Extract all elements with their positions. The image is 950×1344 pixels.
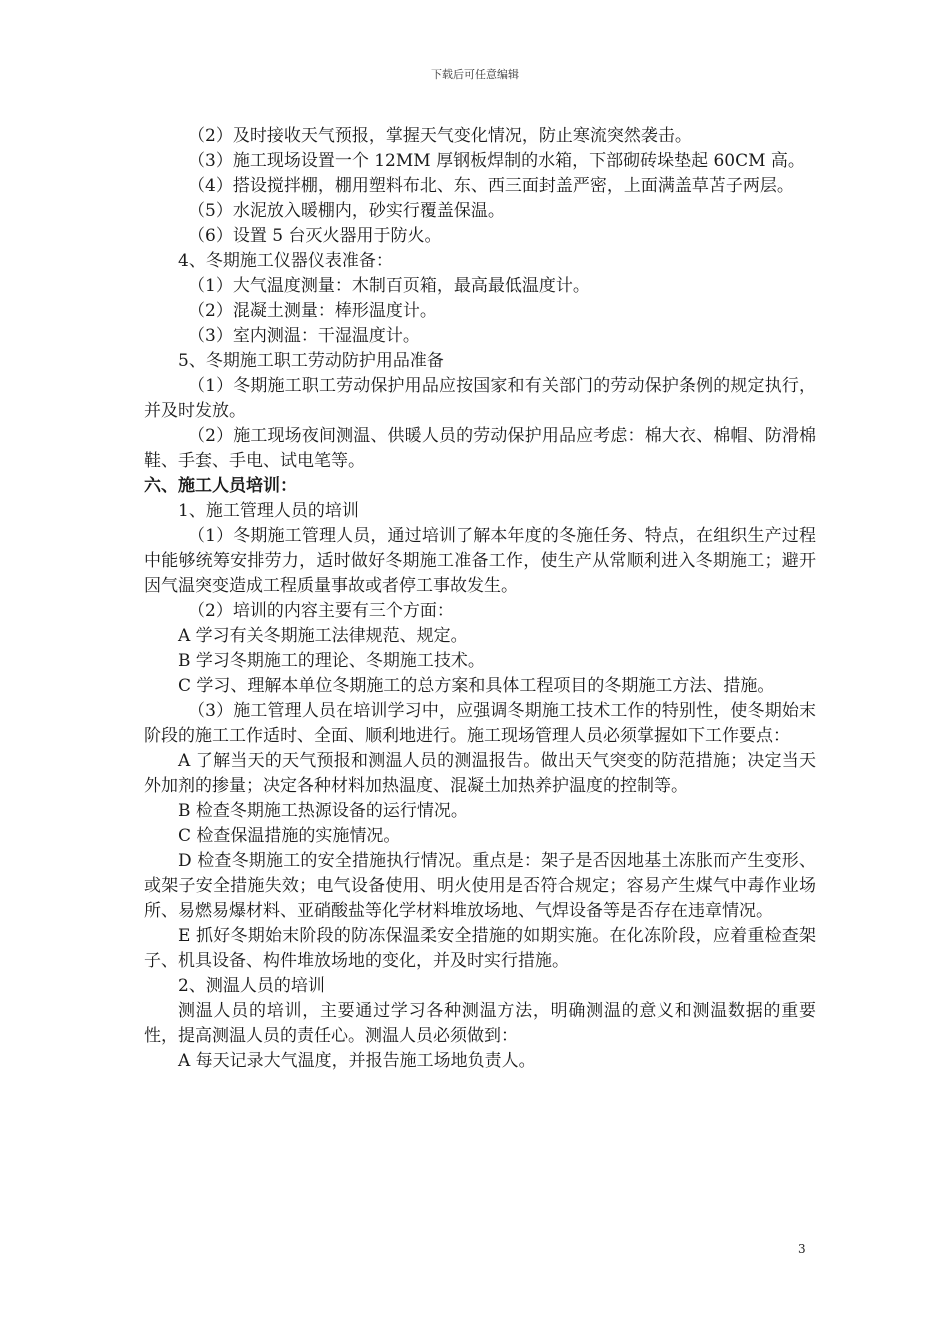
document-body bbox=[144, 124, 816, 1074]
paragraph: B 学习冬期施工的理论、冬期施工技术。 bbox=[178, 651, 485, 671]
paragraph: （3）室内测温：干湿温度计。 bbox=[188, 326, 420, 346]
paragraph: （2）及时接收天气预报，掌握天气变化情况，防止寒流突然袭击。 bbox=[188, 126, 692, 146]
paragraph: 4、冬期施工仪器仪表准备： bbox=[178, 251, 393, 271]
paragraph: E 抓好冬期始末阶段的防冻保温柔安全措施的如期实施。在化冻阶段，应着重检查架子、机具设备、构件堆放场地的变化，并及时实行措施。 bbox=[144, 926, 816, 971]
page-number: 3 bbox=[798, 1242, 806, 1256]
section-heading: 六、施工人员培训： bbox=[144, 476, 297, 496]
paragraph: （1）冬期施工管理人员，通过培训了解本年度的冬施任务、特点，在组织生产过程中能够统筹安排劳力，适时做好冬期施工准备工作，使生产从常顺利进入冬期施工；避开因气温突变造成工程质量事故或者停工事故发生。 bbox=[144, 526, 816, 596]
paragraph: （6）设置 5 台灭火器用于防火。 bbox=[188, 226, 442, 246]
paragraph: （2）培训的内容主要有三个方面： bbox=[188, 601, 454, 621]
paragraph: （4）搭设搅拌棚，棚用塑料布北、东、西三面封盖严密，上面满盖草苫子两层。 bbox=[188, 176, 794, 196]
paragraph: （2）混凝土测量：棒形温度计。 bbox=[188, 301, 437, 321]
paragraph: 5、冬期施工职工劳动防护用品准备 bbox=[178, 351, 444, 371]
paragraph: A 了解当天的天气预报和测温人员的测温报告。做出天气突变的防范措施；决定当天外加剂的掺量；决定各种材料加热温度、混凝土加热养护温度的控制等。 bbox=[144, 751, 816, 796]
paragraph: （2）施工现场夜间测温、供暖人员的劳动保护用品应考虑：棉大衣、棉帽、防滑棉鞋、手套、手电、试电笔等。 bbox=[144, 426, 816, 471]
paragraph: 1、施工管理人员的培训 bbox=[178, 501, 359, 521]
paragraph: 2、测温人员的培训 bbox=[178, 976, 325, 996]
paragraph: （1）冬期施工职工劳动保护用品应按国家和有关部门的劳动保护条例的规定执行，并及时发放。 bbox=[144, 376, 816, 421]
paragraph: （3）施工管理人员在培训学习中，应强调冬期施工技术工作的特别性，使冬期始末阶段的施工工作适时、全面、顺利地进行。施工现场管理人员必须掌握如下工作要点： bbox=[144, 701, 816, 746]
paragraph: （5）水泥放入暖棚内，砂实行覆盖保温。 bbox=[188, 201, 505, 221]
paragraph: C 学习、理解本单位冬期施工的总方案和具体工程项目的冬期施工方法、措施。 bbox=[178, 676, 775, 696]
paragraph: C 检查保温措施的实施情况。 bbox=[178, 826, 401, 846]
paragraph: A 学习有关冬期施工法律规范、规定。 bbox=[178, 626, 468, 646]
page-header-note: 下载后可任意编辑 bbox=[431, 68, 519, 81]
paragraph: 测温人员的培训，主要通过学习各种测温方法，明确测温的意义和测温数据的重要性，提高测温人员的责任心。测温人员必须做到： bbox=[144, 1001, 816, 1046]
paragraph: （3）施工现场设置一个 12MM 厚钢板焊制的水箱，下部砌砖垛垫起 60CM 高。 bbox=[188, 151, 805, 171]
paragraph: （1）大气温度测量：木制百页箱，最高最低温度计。 bbox=[188, 276, 590, 296]
paragraph: D 检查冬期施工的安全措施执行情况。重点是：架子是否因地基土冻胀而产生变形、或架子安全措施失效；电气设备使用、明火使用是否符合规定；容易产生煤气中毒作业场所、易燃易爆材料、亚硝酸盐等化学材料堆放场地、气焊设备等是否存在违章情况。 bbox=[144, 851, 816, 921]
paragraph: A 每天记录大气温度，并报告施工场地负责人。 bbox=[178, 1051, 536, 1071]
paragraph: B 检查冬期施工热源设备的运行情况。 bbox=[178, 801, 468, 821]
